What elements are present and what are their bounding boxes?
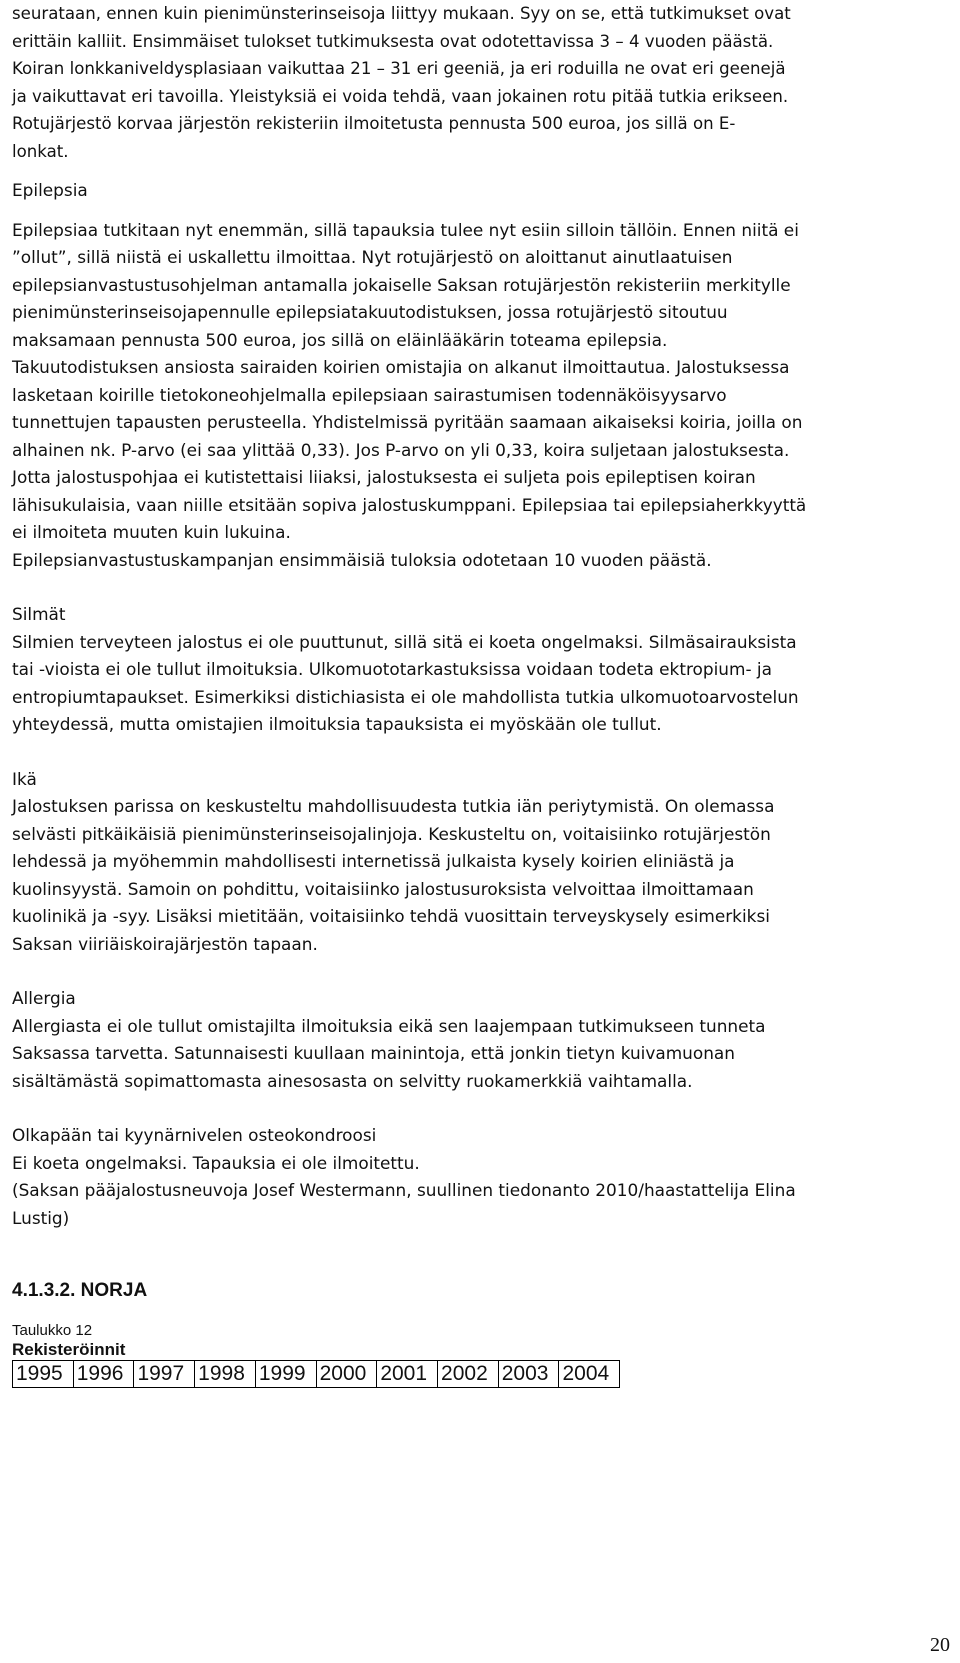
table-row bbox=[13, 1361, 620, 1388]
text-line: Epilepsianvastustuskampanjan ensimmäisiä tuloksia odotetaan 10 vuoden päästä. bbox=[12, 549, 712, 570]
text-line: ”ollut”, sillä niistä ei uskallettu ilmoittaa. Nyt rotujärjestö on aloittanut ainutlaatuisen bbox=[12, 247, 733, 267]
table-cell: 1998 bbox=[195, 1361, 256, 1388]
table-cell: 2001 bbox=[377, 1361, 438, 1388]
section-allergia bbox=[12, 985, 932, 1095]
text-line: Saksan viiriäiskoirajärjestön tapaan. bbox=[12, 933, 318, 954]
text-line: Lustig) bbox=[12, 1207, 70, 1228]
text-line: lasketaan koirille tietokoneohjelmalla epilepsiaan sairastumisen todennäköisyysarvo bbox=[12, 384, 727, 405]
text-line: tunnettujen tapausten perusteella. Yhdistelmissä pyritään saamaan aikaiseksi koiria, joilla on bbox=[12, 412, 803, 432]
table-cell: 2004 bbox=[559, 1361, 620, 1388]
text-line: Rotujärjestö korvaa järjestön rekisteriin ilmoitetusta pennusta 500 euroa, jos sillä on E- bbox=[12, 114, 736, 133]
text-line: yhteydessä, mutta omistajien ilmoituksia tapauksista ei myöskään ole tullut. bbox=[12, 714, 662, 734]
text-line: ei ilmoiteta muuten kuin lukuina. bbox=[12, 522, 291, 542]
text-line: seurataan, ennen kuin pienimünsterinseisoja liittyy mukaan. Syy on se, että tutkimukset ovat bbox=[12, 4, 791, 23]
text-line: entropiumtapaukset. Esimerkiksi distichiasista ei ole mahdollista tutkia ulkomuotoarvostelun bbox=[12, 686, 799, 707]
section-title: Allergia bbox=[12, 988, 76, 1008]
table-cell: 1996 bbox=[73, 1361, 134, 1388]
text-line: epilepsianvastustusohjelman antamalla jokaiselle Saksan rotujärjestön rekisteriin merkitylle bbox=[12, 274, 791, 295]
text-line: pienimünsterinseisojapennulle epilepsiatakuutodistuksen, jossa rotujärjestö sitoutuu bbox=[12, 302, 728, 322]
section-title: Ikä bbox=[12, 768, 37, 789]
registrations-table bbox=[12, 1360, 620, 1388]
section-epilepsia bbox=[12, 177, 932, 574]
text-line: ja vaikuttavat eri tavoilla. Yleistyksiä ei voida tehdä, vaan jokainen rotu pitää tutkia erikseen. bbox=[12, 86, 789, 106]
text-line: Koiran lonkkaniveldysplasiaan vaikuttaa 21 – 31 eri geeniä, ja eri roduilla ne ovat eri geenejä bbox=[12, 59, 786, 78]
table-cell: 2000 bbox=[316, 1361, 377, 1388]
text-line: lehdessä ja myöhemmin mahdollisesti internetissä julkaista kysely koirien eliniästä ja bbox=[12, 851, 735, 871]
section-heading: 4.1.3.2. NORJA bbox=[12, 1280, 148, 1301]
table-cell: 1999 bbox=[255, 1361, 316, 1388]
page-number: 20 bbox=[930, 1634, 950, 1656]
section-ika bbox=[12, 766, 932, 959]
text-line: (Saksan pääjalostusneuvoja Josef Westermann, suullinen tiedonanto 2010/haastattelija Elina bbox=[12, 1180, 796, 1200]
section-title: Olkapään tai kyynärnivelen osteokondroosi bbox=[12, 1125, 377, 1145]
text-line: Takuutodistuksen ansiosta sairaiden koirien omistajia on alkanut ilmoittautua. Jalostuksessa bbox=[12, 357, 790, 377]
section-osteokondroosi bbox=[12, 1122, 932, 1232]
text-line: maksamaan pennusta 500 euroa, jos sillä on eläinlääkärin toteama epilepsia. bbox=[12, 329, 668, 350]
text-line: Saksassa tarvetta. Satunnaisesti kuullaan mainintoja, että jonkin tietyn kuivamuonan bbox=[12, 1043, 735, 1063]
table-cell: 1995 bbox=[13, 1361, 74, 1388]
table-cell: 2003 bbox=[498, 1361, 559, 1388]
text-line: erittäin kalliit. Ensimmäiset tulokset tutkimuksesta ovat odotettavissa 3 – 4 vuoden päästä. bbox=[12, 31, 774, 51]
table-caption: Taulukko 12 bbox=[12, 1322, 93, 1339]
text-line: Epilepsiaa tutkitaan nyt enemmän, sillä tapauksia tulee nyt esiin silloin tällöin. Ennen niitä ei bbox=[12, 219, 799, 240]
text-line: kuolinsyystä. Samoin on pohdittu, voitaisiinko jalostusuroksista velvoittaa ilmoittamaan bbox=[12, 878, 754, 899]
intro-paragraph bbox=[12, 0, 932, 165]
table-cell: 2002 bbox=[438, 1361, 499, 1388]
table-cell: 1997 bbox=[134, 1361, 195, 1388]
text-line: selvästi pitkäikäisiä pienimünsterinseisojalinjoja. Keskusteltu on, voitaisiinko rotujärjestön bbox=[12, 823, 771, 844]
document-page bbox=[12, 0, 932, 1388]
text-line: Jalostuksen parissa on keskusteltu mahdollisuudesta tutkia iän periytymistä. On olemassa bbox=[12, 796, 775, 816]
text-line: kuolinikä ja -syy. Lisäksi mietitään, voitaisiinko tehdä vuosittain terveyskysely esimerkiksi bbox=[12, 906, 770, 926]
section-silmat bbox=[12, 601, 932, 739]
text-line: Allergiasta ei ole tullut omistajilta ilmoituksia eikä sen laajempaan tutkimukseen tunneta bbox=[12, 1015, 766, 1036]
text-line: Jotta jalostuspohjaa ei kutistettaisi liiaksi, jalostuksesta ei suljeta pois epileptisen koiran bbox=[12, 467, 756, 487]
text-line: lähisukulaisia, vaan niille etsitään sopiva jalostuskumppani. Epilepsiaa tai epilepsiaherkkyyttä bbox=[12, 494, 807, 515]
section-title: Silmät bbox=[12, 604, 66, 624]
text-line: sisältämästä sopimattomasta ainesosasta on selvitty ruokamerkkiä vaihtamalla. bbox=[12, 1070, 693, 1091]
text-line: tai -vioista ei ole tullut ilmoituksia. Ulkomuototarkastuksissa voidaan todeta ektropium- ja bbox=[12, 659, 772, 679]
text-line: Silmien terveyteen jalostus ei ole puuttunut, sillä sitä ei koeta ongelmaksi. Silmäsairauksista bbox=[12, 631, 797, 652]
section-title: Epilepsia bbox=[12, 180, 88, 200]
text-line: Ei koeta ongelmaksi. Tapauksia ei ole ilmoitettu. bbox=[12, 1152, 420, 1173]
table-title: Rekisteröinnit bbox=[12, 1340, 126, 1359]
text-line: alhainen nk. P-arvo (ei saa ylittää 0,33). Jos P-arvo on yli 0,33, koira suljetaan jalostuksesta. bbox=[12, 439, 790, 460]
text-line: lonkat. bbox=[12, 141, 69, 161]
